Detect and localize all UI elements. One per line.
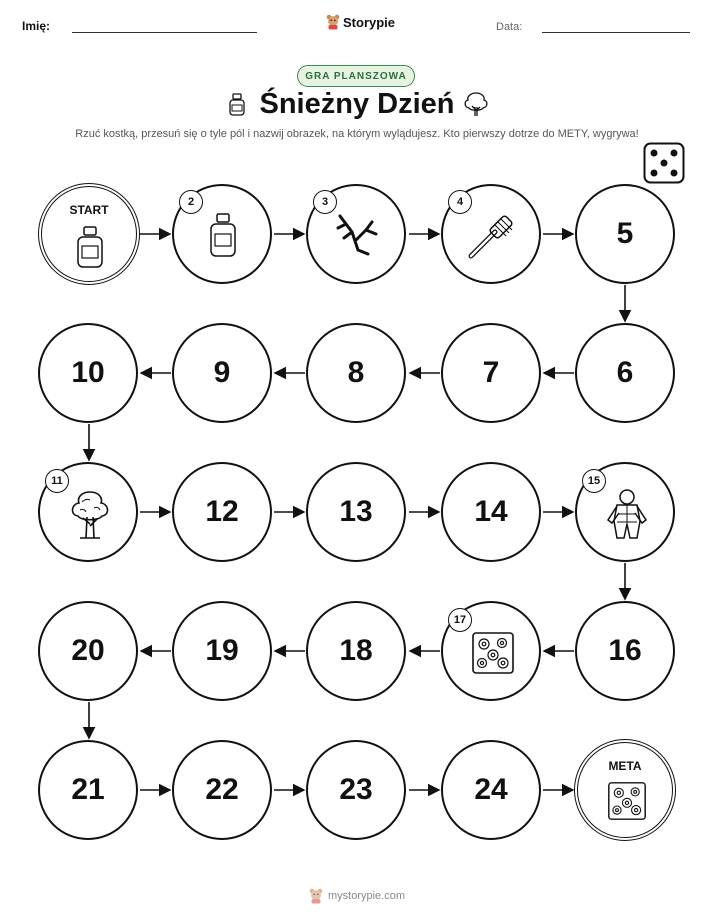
board-space-7[interactable]: 7: [441, 323, 541, 423]
game-type-badge: GRA PLANSZOWA: [297, 65, 415, 87]
board-space-19[interactable]: 19: [172, 601, 272, 701]
space-number-badge: 3: [313, 190, 337, 214]
board-space-14[interactable]: 14: [441, 462, 541, 562]
board-space-13[interactable]: 13: [306, 462, 406, 562]
board-space-23[interactable]: 23: [306, 740, 406, 840]
board-space-6[interactable]: 6: [575, 323, 675, 423]
start-label: START: [69, 203, 109, 217]
flower-tile-icon: [471, 631, 515, 675]
brush-icon: [465, 208, 519, 262]
brand-name: Storypie: [343, 14, 396, 30]
page-title: Śnieżny Dzień: [259, 88, 455, 120]
twig-icon: [332, 210, 382, 260]
space-number-badge: 4: [448, 190, 472, 214]
board-space-12[interactable]: 12: [172, 462, 272, 562]
footer: [0, 888, 714, 904]
board-space-21[interactable]: 21: [38, 740, 138, 840]
bottle-icon: [75, 225, 105, 269]
board-space-finish[interactable]: [574, 739, 676, 841]
board-space-18[interactable]: 18: [306, 601, 406, 701]
board-space-10[interactable]: 10: [38, 323, 138, 423]
board-space-16[interactable]: 16: [575, 601, 675, 701]
space-number-badge: 11: [45, 469, 69, 493]
space-number-badge: 17: [448, 608, 472, 632]
footer-url[interactable]: mystorypie.com: [327, 890, 406, 902]
board-space-8[interactable]: 8: [306, 323, 406, 423]
board-space-5[interactable]: 5: [575, 184, 675, 284]
bottle-icon: [208, 212, 238, 258]
board-space-start[interactable]: [38, 183, 140, 285]
board-space-24[interactable]: 24: [441, 740, 541, 840]
bear-icon: [309, 888, 323, 904]
space-number-badge: 15: [582, 469, 606, 493]
name-label: Imię:: [22, 19, 51, 33]
instructions: Rzuć kostką, przesuń się o tyle pól i nazwij obrazek, na którym wylądujesz. Kto pierwszy dotrze do METY, wygrywa!: [75, 128, 639, 140]
snowsuit-icon: [604, 488, 650, 542]
tree-icon: [64, 488, 116, 542]
date-label: Data:: [496, 21, 523, 33]
board-space-22[interactable]: 22: [172, 740, 272, 840]
board-space-9[interactable]: 9: [172, 323, 272, 423]
space-number-badge: 2: [179, 190, 203, 214]
board-space-20[interactable]: 20: [38, 601, 138, 701]
flower-tile-icon: [607, 781, 647, 821]
finish-label: META: [608, 759, 642, 773]
